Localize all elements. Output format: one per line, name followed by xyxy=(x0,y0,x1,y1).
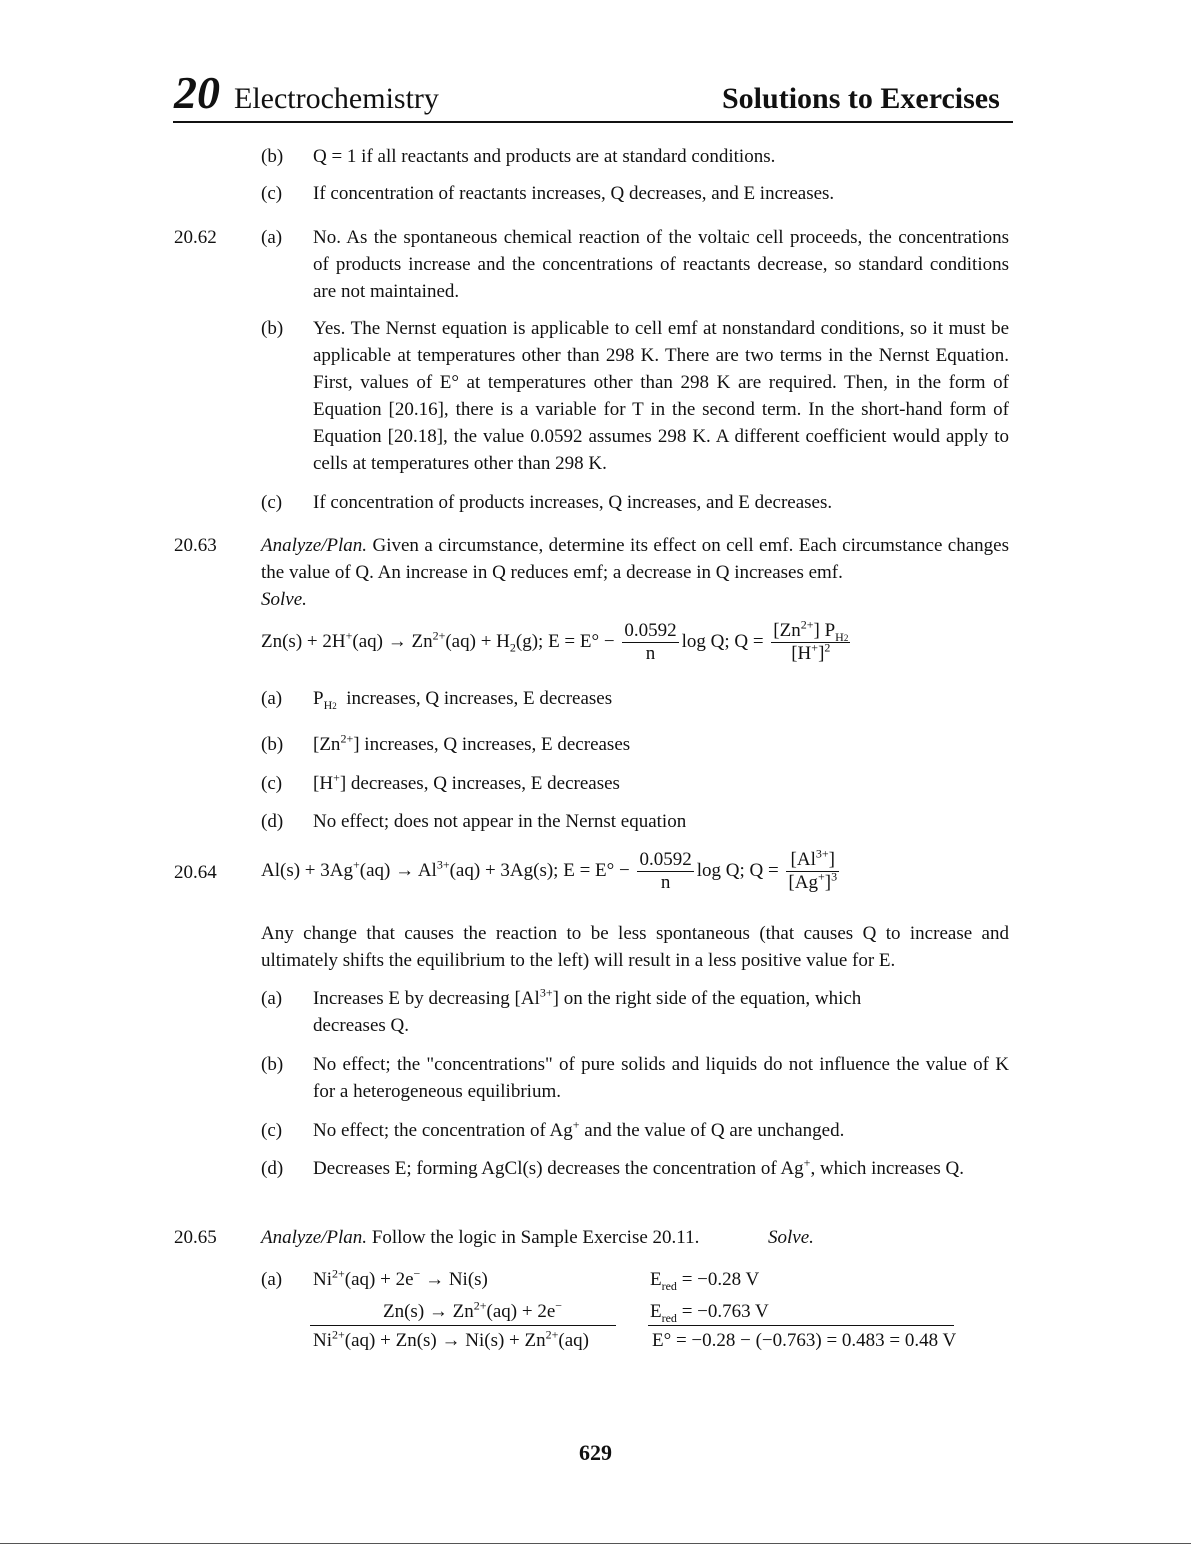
exercise-intro xyxy=(261,532,1009,586)
item-label: (c) xyxy=(261,492,283,513)
exercise-number: 20.65 xyxy=(174,1227,217,1248)
item-text: [H+] decreases, Q increases, E decreases xyxy=(313,770,620,794)
section-title: Solutions to Exercises xyxy=(722,82,1000,115)
header-rule xyxy=(173,121,1013,123)
half-reaction-2: $Zn(s) \to Zn^{2+}(aq) + 2e^-$ xyxy=(383,1298,563,1322)
item-label: (b) xyxy=(261,318,284,339)
item-label: (b) xyxy=(261,146,284,167)
solve-label xyxy=(261,586,1009,613)
overall-potential: E° = −0.28 − (−0.763) = 0.483 = 0.48 V xyxy=(652,1330,957,1351)
intro-text: Given a circumstance, determine its effect on cell emf. Each circumstance changes the value of Q. An increase in Q reduces emf; a decrease in Q increases emf. xyxy=(261,535,1009,583)
fraction: $\frac{0.0592}{n}$ xyxy=(639,849,692,893)
equation-20-63: $Zn(s) + 2H^+(aq) \to Zn^{2+}(aq) + H_2(g)$; E = E° − $\frac{0.0592}{n}$ log Q; Q = $\frac{[Zn^{2+}] P_{H2}}{[H^+]^2}$ xyxy=(261,617,849,664)
item-label: (b) xyxy=(261,1054,284,1075)
item-text: No effect; does not appear in the Nernst equation xyxy=(313,811,687,832)
analyze-plan-label: Analyze/Plan. xyxy=(261,535,368,556)
item-label: (b) xyxy=(261,734,284,755)
solve-text: Solve. xyxy=(261,589,307,610)
exercise-number: 20.64 xyxy=(174,862,217,883)
item-label: (d) xyxy=(261,1158,284,1179)
q-fraction: $\frac{[Zn^{2+}] P_{H2}}{[H^+]^2}$ xyxy=(773,617,849,664)
chapter-title: Electrochemistry xyxy=(234,82,439,115)
item-text: No effect; the concentration of Ag+ and the value of Q are unchanged. xyxy=(313,1117,845,1141)
item-label: (c) xyxy=(261,1120,283,1141)
item-text: No effect; the "concentrations" of pure solids and liquids do not influence the value of K for a heterogeneous equilibrium. xyxy=(313,1054,1009,1102)
item-label: (a) xyxy=(261,1269,283,1290)
item-text: Increases E by decreasing $[Al^{3+}]$ on the right side of the equation, which decreases Q. xyxy=(313,985,862,1036)
exercise-number: 20.63 xyxy=(174,535,217,556)
item-text: $[Zn^{2+}]$ increases, Q increases, E decreases xyxy=(313,731,631,755)
item-label: (c) xyxy=(261,183,283,204)
item-text: $P_{H2}$ increases, Q increases, E decreases xyxy=(313,688,613,712)
item-label: (a) xyxy=(261,688,283,709)
equation-20-64: $Al(s) + 3Ag^+(aq) \to Al^{3+}(aq) + 3Ag(s)$; E = E° − $\frac{0.0592}{n}$ log Q; Q = $\frac{[Al^{3+}]}{[Ag^+]^3}$ xyxy=(261,846,838,893)
item-text: No. As the spontaneous chemical reaction of the voltaic cell proceeds, the concentrations of products increase and the concentrations of reactants decrease, so standard conditions are not maintained. xyxy=(313,227,1009,302)
sum-rule xyxy=(310,1325,616,1326)
solve-label: Solve. xyxy=(768,1227,814,1248)
item-text: If concentration of products increases, Q increases, and E decreases. xyxy=(313,492,833,513)
potential-2: $E_{red} = -0.763$ V xyxy=(650,1301,769,1325)
fraction: $\frac{0.0592}{n}$ xyxy=(624,620,677,664)
item-label: (a) xyxy=(261,227,283,248)
item-text: Q = 1 if all reactants and products are at standard conditions. xyxy=(313,146,776,167)
item-text: If concentration of reactants increases, Q decreases, and E increases. xyxy=(313,183,835,204)
exercise-number: 20.62 xyxy=(174,227,217,248)
scan-edge xyxy=(0,1543,1191,1544)
chapter-number: 20 xyxy=(174,67,220,118)
exercise-intro: Analyze/Plan. Follow the logic in Sample Exercise 20.11. xyxy=(261,1227,700,1248)
item-label: (a) xyxy=(261,988,283,1009)
item-text: Yes. The Nernst equation is applicable to cell emf at nonstandard conditions, so it must be applicable at temperatures other than 298 K. There are two terms in the Nernst Equation. First, values of E° at temperatures other than 298 K are required. Then, in the form of Equation [20.16], there is a variable for T in the second term. In the short-hand form of Equation [20.18], the value 0.0592 assumes 298 K. A different coefficient would apply to cells at temperatures other than 298 K. xyxy=(313,318,1009,474)
q-fraction: $\frac{[Al^{3+}]}{[Ag^+]^3}$ xyxy=(788,846,838,893)
sum-rule xyxy=(648,1325,954,1326)
half-reaction-1: $Ni^{2+}(aq) + 2e^- \to Ni(s)$ xyxy=(313,1266,488,1290)
item-label: (c) xyxy=(261,773,283,794)
item-text: Decreases E; forming AgCl(s) decreases the concentration of Ag+, which increases Q. xyxy=(313,1155,964,1179)
overall-reaction: $Ni^{2+}(aq) + Zn(s) \to Ni(s) + Zn^{2+}(aq)$ xyxy=(313,1327,589,1351)
item-label: (d) xyxy=(261,811,284,832)
paragraph: Any change that causes the reaction to be less spontaneous (that causes Q to increase and ultimately shifts the equilibrium to the left) will result in a less positive value for E. xyxy=(261,923,1009,971)
potential-1: $E_{red} = -0.28$ V xyxy=(650,1269,760,1293)
page-number: 629 xyxy=(579,1440,612,1465)
